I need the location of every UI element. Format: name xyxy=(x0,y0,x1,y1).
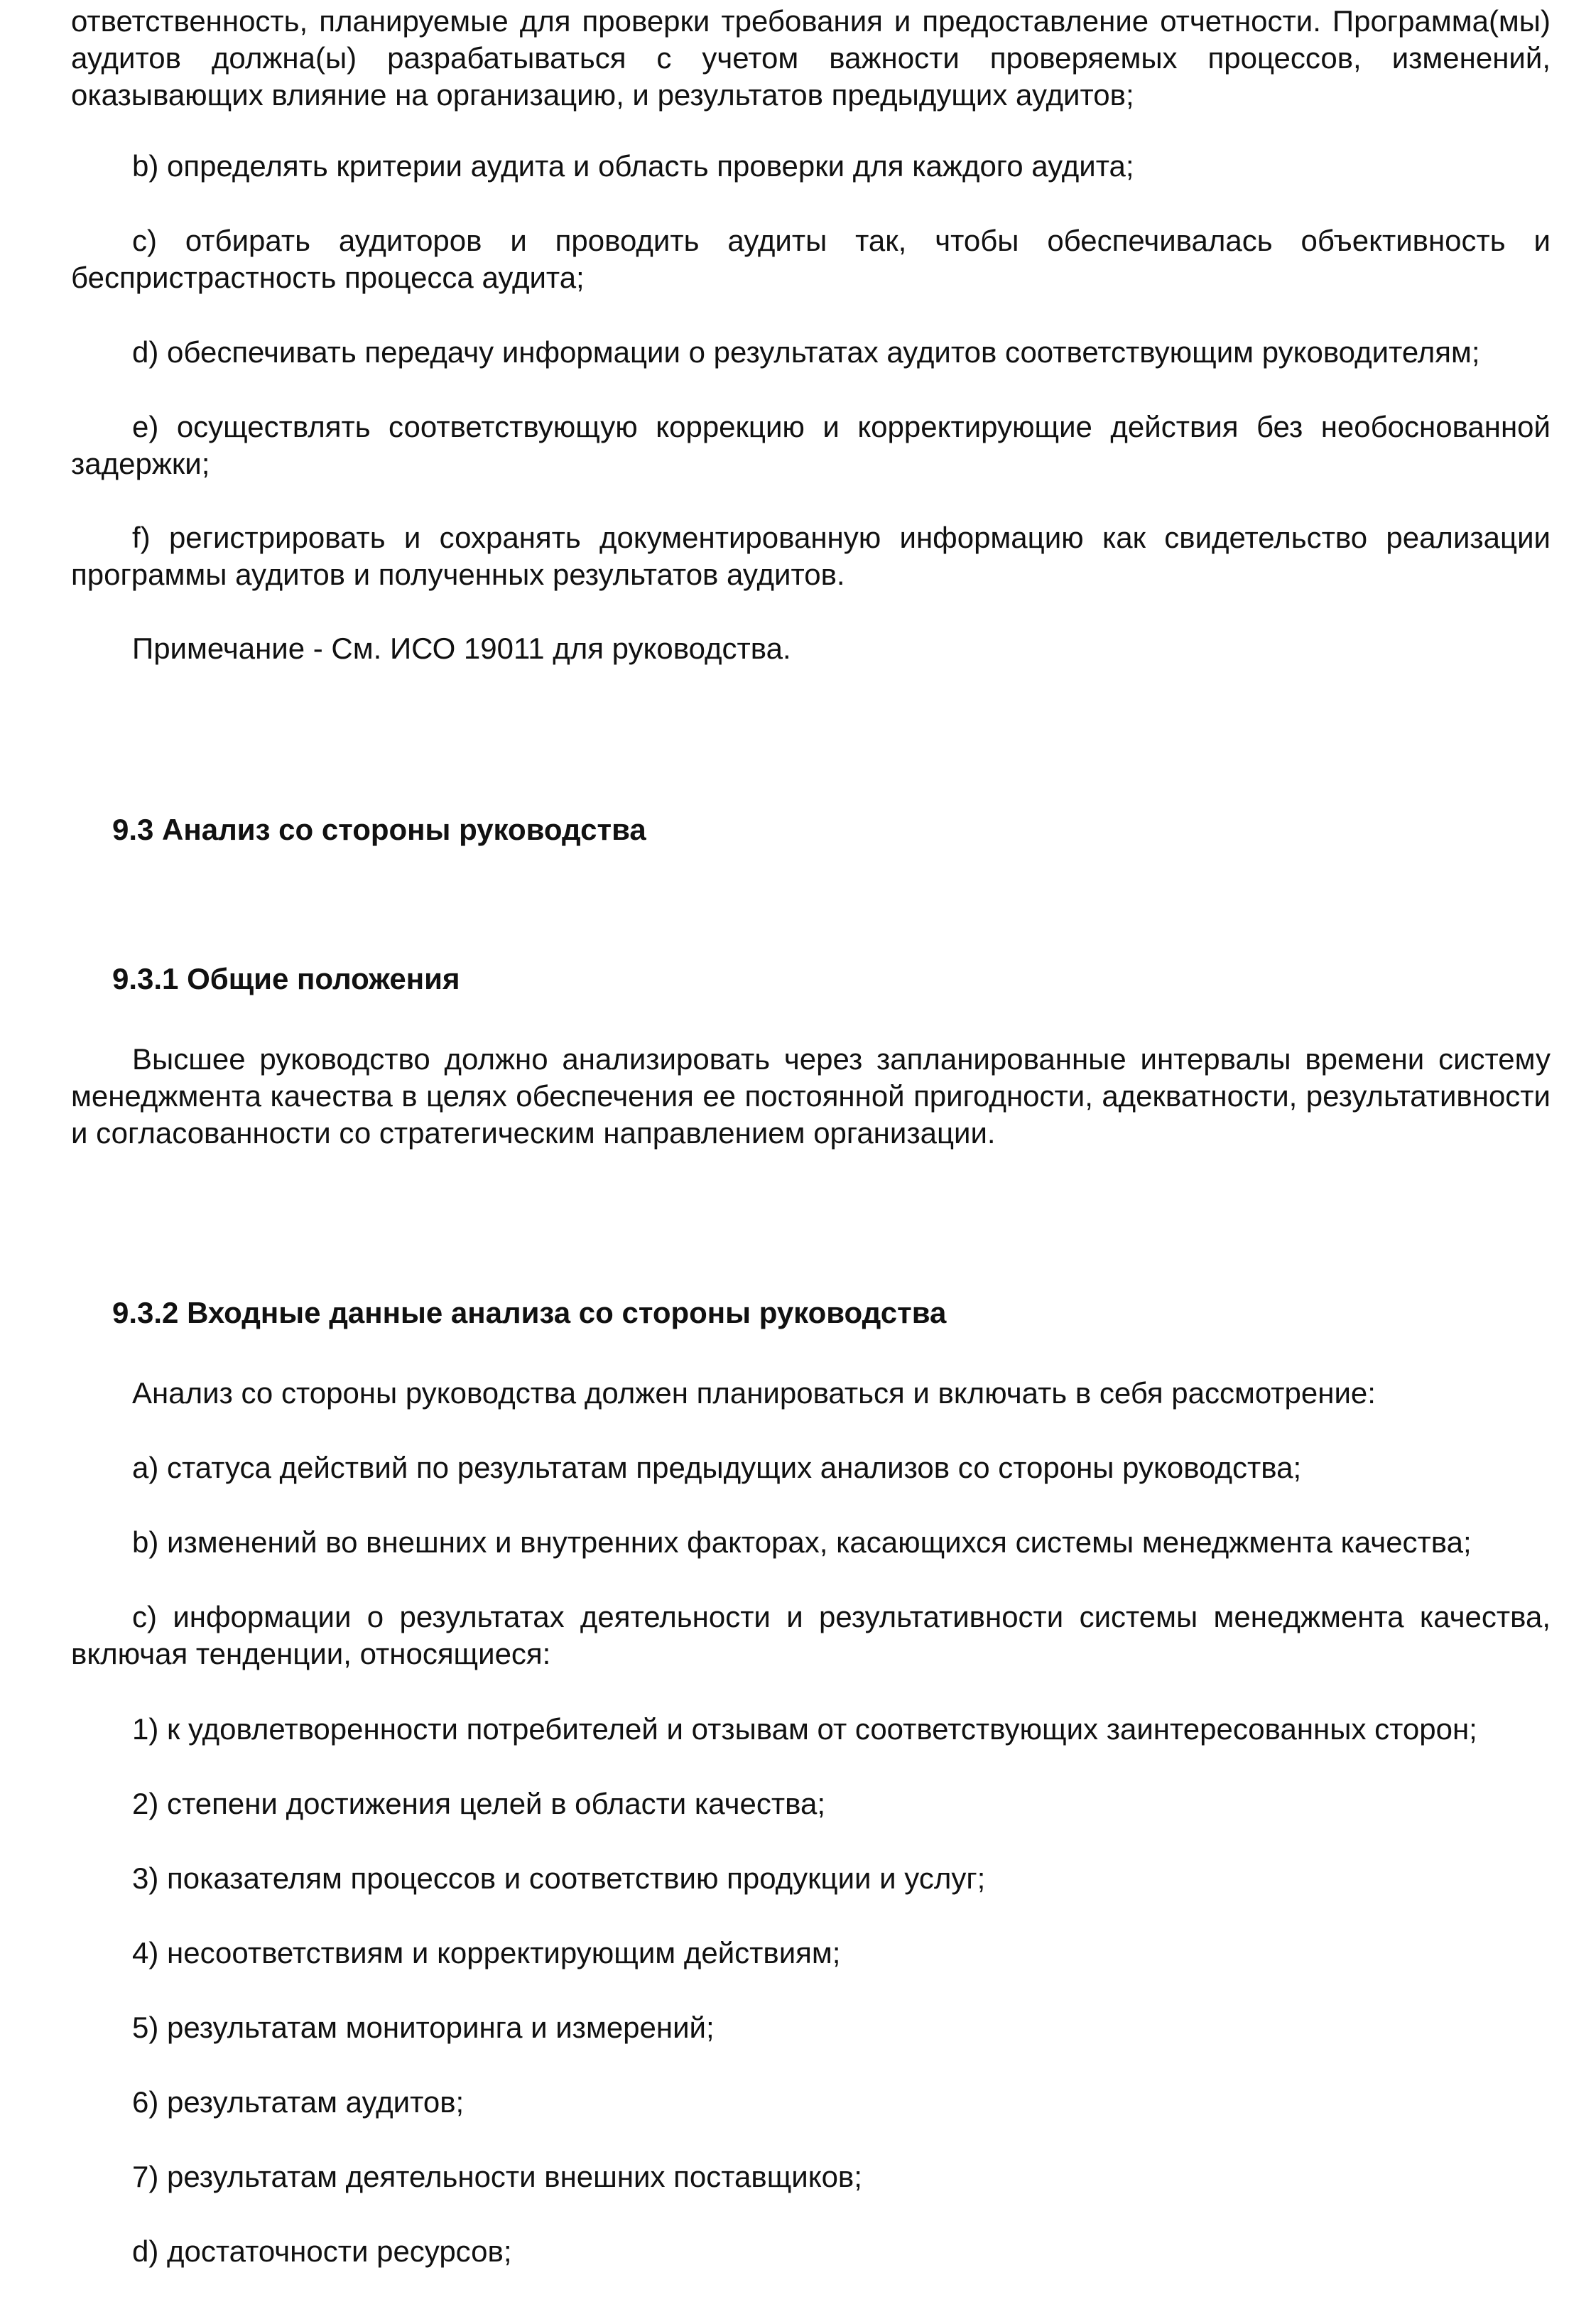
input-b: b) изменений во внешних и внутренних факторах, касающихся системы менеджмента качества; xyxy=(132,1525,1472,1559)
input-c-item-4: 4) несоответствиям и корректирующим действиям; xyxy=(132,1936,841,1969)
section-9-3-heading: 9.3 Анализ со стороны руководства xyxy=(112,813,646,846)
input-c-item-5: 5) результатам мониторинга и измерений; xyxy=(132,2011,715,2044)
item-f-records: f) регистрировать и сохранять документированную информацию как свидетельство реализации программы аудитов и полученных результатов аудитов. xyxy=(71,521,1551,591)
input-c-item-1: 1) к удовлетворенности потребителей и отзывам от соответствующих заинтересованных сторон; xyxy=(132,1712,1477,1746)
section-9-3-2-intro: Анализ со стороны руководства должен планироваться и включать в себя рассмотрение: xyxy=(132,1376,1376,1410)
item-d-reporting: d) обеспечивать передачу информации о результатах аудитов соответствующим руководителям; xyxy=(132,335,1480,369)
input-c-item-3: 3) показателям процессов и соответствию продукции и услуг; xyxy=(132,1861,986,1895)
input-a: a) статуса действий по результатам предыдущих анализов со стороны руководства; xyxy=(132,1451,1302,1484)
item-e-correction: e) осуществлять соответствующую коррекцию и корректирующие действия без необоснованной задержки; xyxy=(71,410,1551,480)
input-d: d) достаточности ресурсов; xyxy=(132,2234,512,2268)
section-9-3-1-heading: 9.3.1 Общие положения xyxy=(112,962,460,995)
input-c-item-2: 2) степени достижения целей в области качества; xyxy=(132,1787,826,1820)
input-c-item-7: 7) результатам деятельности внешних поставщиков; xyxy=(132,2160,862,2193)
section-9-3-1-text: Высшее руководство должно анализировать через запланированные интервалы времени систему менеджмента качества в целях обеспечения ее постоянной пригодности, адекватности, результативности и согласованности со стратегическим направлением организации. xyxy=(71,1042,1551,1150)
note: Примечание - См. ИСО 19011 для руководства. xyxy=(132,632,791,665)
item-c-auditors: c) отбирать аудиторов и проводить аудиты так, чтобы обеспечивалась объективность и беспристрастность процесса аудита; xyxy=(71,224,1551,294)
section-9-3-2-heading: 9.3.2 Входные данные анализа со стороны руководства xyxy=(112,1296,947,1329)
intro-paragraph: ответственность, планируемые для проверки требования и предоставление отчетности. Программа(мы) аудитов должна(ы) разрабатываться с учетом важности проверяемых процессов, изменений, оказывающих влияние на организацию, и результатов предыдущих аудитов; xyxy=(71,4,1551,112)
input-c-item-6: 6) результатам аудитов; xyxy=(132,2085,465,2119)
input-c: c) информации о результатах деятельности и результативности системы менеджмента качества, включая тенденции, относящиеся: xyxy=(71,1600,1551,1670)
item-b-criteria: b) определять критерии аудита и область проверки для каждого аудита; xyxy=(132,149,1134,183)
